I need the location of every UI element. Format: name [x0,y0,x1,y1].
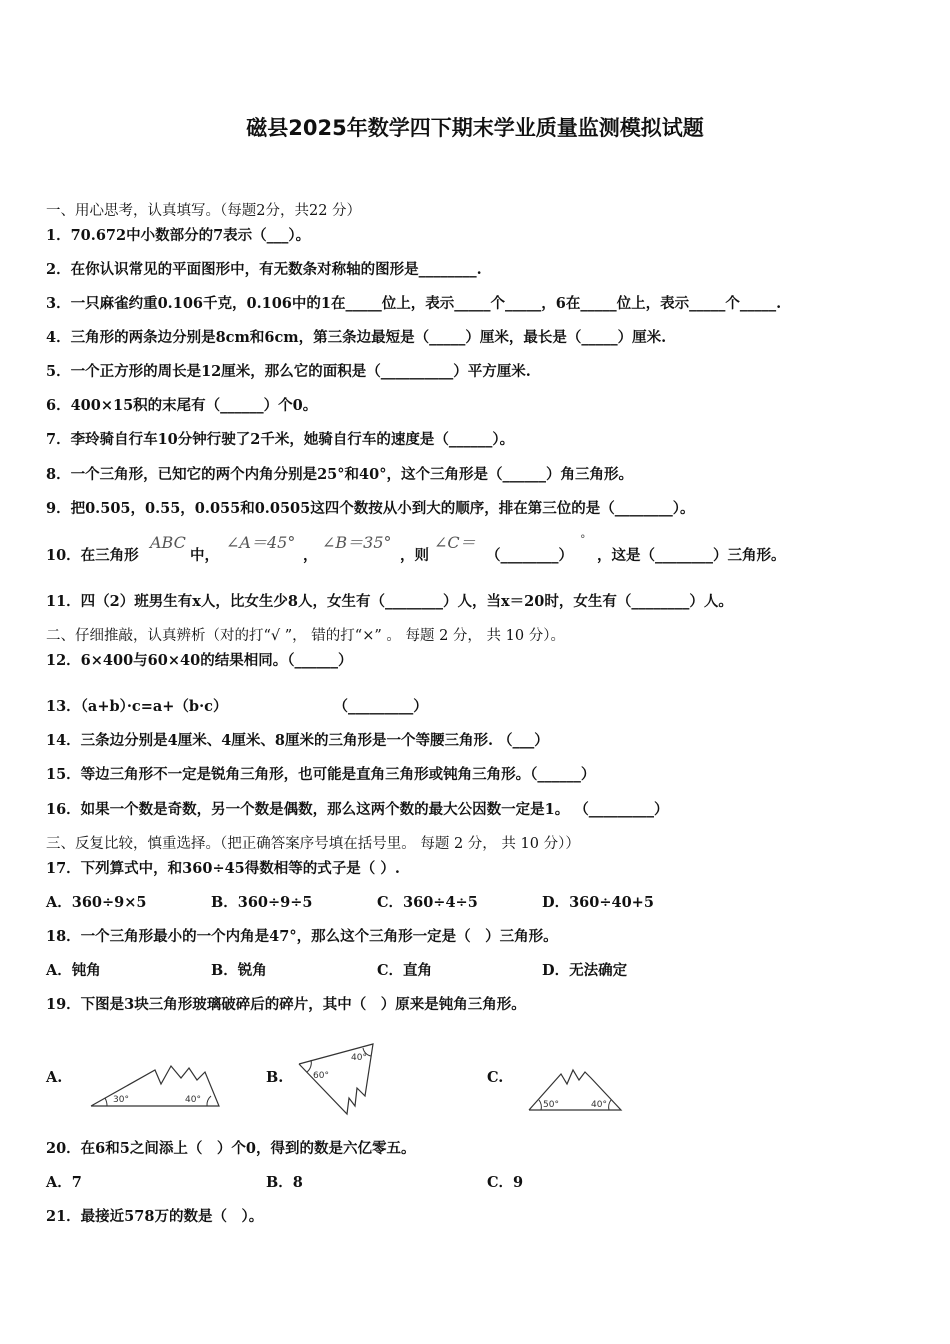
q18-option-a: A．钝角 [46,962,101,979]
question-18: 18．一个三角形最小的一个内角是47°，那么这个三角形一定是（ ）三角形。 [46,928,558,945]
question-9: 9．把0.505，0.55，0.055和0.0505这四个数按从小到大的顺序，排在第三位的是（________）。 [46,500,695,517]
question-12: 12．6×400与60×40的结果相同。（______） [46,652,353,669]
q20-option-c: C．9 [487,1174,524,1191]
section-heading-1: 一、用心思考，认真填写。（每题2分，共22 分） [46,203,362,219]
q10-degree: ° [580,533,586,546]
q10-part4: ，则 [400,547,429,564]
q19-shard-a-figure [85,1060,225,1112]
question-6: 6．400×15积的末尾有（______）个0。 [46,397,318,414]
question-15: 15．等边三角形不一定是锐角三角形，也可能是直角三角形或钝角三角形。（______） [46,766,596,783]
question-17: 17．下列算式中，和360÷45得数相等的式子是（ ）. [46,860,400,877]
question-4: 4．三角形的两条边分别是8cm和6cm，第三条边最短是（_____）厘米，最长是（_____）厘米. [46,329,667,346]
q10-math-angle-c: ∠C＝ [434,533,476,552]
q17-option-c: C．360÷4÷5 [377,894,478,911]
question-1: 1．70.672中小数部分的7表示（___）。 [46,227,311,244]
question-13: 13．（a+b）·c=a+（b·c） （_________） [46,698,428,715]
question-14: 14．三条边分别是4厘米、4厘米、8厘米的三角形是一个等腰三角形. （___） [46,732,549,749]
question-21: 21．最接近578万的数是（ ）。 [46,1208,264,1225]
q10-part3: ， [303,547,318,564]
q19-b-angle-left: 60° [313,1071,329,1081]
question-16: 16．如果一个数是奇数，另一个数是偶数，那么这两个数的最大公因数一定是1。 （_________） [46,801,669,818]
q17-option-d: D．360÷40+5 [542,894,654,911]
q18-option-d: D．无法确定 [542,962,628,979]
q10-part5: （________） [486,547,573,564]
q20-option-a: A．7 [46,1174,82,1191]
q20-option-b: B．8 [266,1174,303,1191]
question-5: 5．一个正方形的周长是12厘米，那么它的面积是（__________）平方厘米. [46,363,531,380]
q10-math-abc: ABC [150,533,186,552]
section-heading-2: 二、仔细推敲，认真辨析（对的打“√ ”， 错的打“×” 。 每题 2 分， 共 10 分）。 [46,628,565,644]
question-3: 3．一只麻雀约重0.106千克，0.106中的1在_____位上，表示_____个_____，6在_____位上，表示_____个_____. [46,295,782,312]
q18-option-b: B．锐角 [211,962,267,979]
q10-math-angle-b: ∠B＝35° [322,533,392,552]
q18-option-c: C．直角 [377,962,433,979]
question-20: 20．在6和5之间添上（ ）个0，得到的数是六亿零五。 [46,1140,416,1157]
question-11: 11．四（2）班男生有x人，比女生少8人，女生有（________）人，当x＝20时，女生有（________）人。 [46,593,733,610]
section-heading-3: 三、反复比较，慎重选择。（把正确答案序号填在括号里。 每题 2 分， 共 10 分）） [46,836,580,852]
question-8: 8．一个三角形，已知它的两个内角分别是25°和40°，这个三角形是（______）角三角形。 [46,466,633,483]
q10-part1: 10．在三角形 [46,547,139,564]
q19-label-b: B. [266,1069,284,1086]
q19-c-angle-left: 50° [543,1100,559,1110]
q19-label-c: C. [487,1069,504,1086]
q19-a-angle-right: 40° [185,1095,201,1105]
q10-math-angle-a: ∠A＝45° [226,533,296,552]
page-title: 磁县2025年数学四下期末学业质量监测模拟试题 [246,116,704,140]
q19-b-angle-right: 40° [351,1053,367,1063]
q19-c-angle-right: 40° [591,1100,607,1110]
q19-shard-b-figure [295,1040,385,1120]
question-7: 7．李玲骑自行车10分钟行驶了2千米，她骑自行车的速度是（______）。 [46,431,515,448]
q17-option-a: A．360÷9×5 [46,894,147,911]
q19-a-angle-left: 30° [113,1095,129,1105]
q10-part2: 中， [190,547,219,564]
question-2: 2．在你认识常见的平面图形中，有无数条对称轴的图形是________. [46,261,482,278]
question-19: 19．下图是3块三角形玻璃破碎后的碎片，其中（ ）原来是钝角三角形。 [46,996,526,1013]
q19-label-a: A. [46,1069,63,1086]
q17-option-b: B．360÷9÷5 [211,894,313,911]
q10-part6: ，这是（________）三角形。 [597,547,786,564]
q19-shard-c-figure [525,1066,625,1114]
